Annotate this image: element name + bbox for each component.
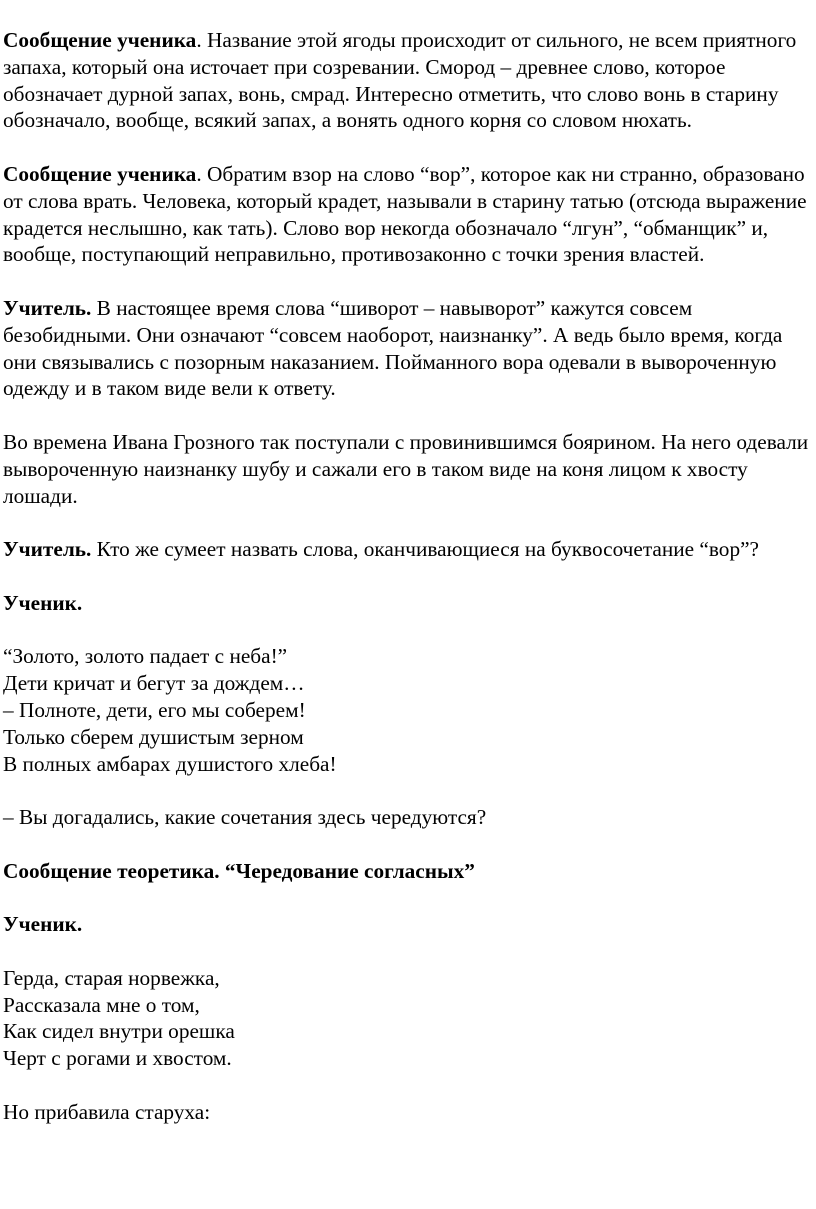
poem-line: Рассказала мне о том, bbox=[3, 992, 200, 1017]
paragraph-student-message-2 bbox=[3, 161, 813, 268]
theorist-heading: Сообщение теоретика. “Чередование согласных” bbox=[3, 858, 475, 883]
speaker-label: Учитель. bbox=[3, 537, 92, 562]
poem-line: “Золото, золото падает с неба!” bbox=[3, 644, 288, 669]
paragraph-text: Во времена Ивана Грозного так поступали с провинившимся боярином. На него одевали вывороченную наизнанку шубу и сажали его в таком виде на коня лицом к хвосту лошади. bbox=[3, 429, 809, 508]
poem-golden-rain bbox=[3, 643, 813, 777]
paragraph-question: – Вы догадались, какие сочетания здесь чередуются? bbox=[3, 805, 487, 830]
poem-line: Как сидел внутри орешка bbox=[3, 1019, 235, 1044]
paragraph-text: В настоящее время слова “шиворот – навыворот” кажутся совсем безобидными. Они означают “совсем наоборот, наизнанку”. А ведь было время, когда они связывались с позорным наказанием. Пойманного вора одевали в вывороченную одежду и в таком виде вели к ответу. bbox=[3, 295, 783, 401]
paragraph-teacher-2 bbox=[3, 536, 813, 563]
poem-line: Дети кричат и бегут за дождем… bbox=[3, 671, 305, 696]
speaker-label: Сообщение ученика bbox=[3, 28, 197, 52]
paragraph-student-message-1 bbox=[3, 27, 813, 134]
poem-line: – Полноте, дети, его мы соберем! bbox=[3, 697, 306, 722]
speaker-label: Учитель. bbox=[3, 295, 92, 320]
document-page bbox=[3, 27, 813, 1152]
paragraph-ivan-grozny bbox=[3, 429, 813, 509]
paragraph-theorist-heading bbox=[3, 858, 813, 885]
poem-line: В полных амбарах душистого хлеба! bbox=[3, 751, 337, 776]
paragraph-last-line: Но прибавила старуха: bbox=[3, 1099, 211, 1124]
poem-line: Черт с рогами и хвостом. bbox=[3, 1046, 232, 1071]
poem-gerda bbox=[3, 965, 813, 1072]
speaker-label: Ученик. bbox=[3, 912, 83, 937]
speaker-label: Сообщение ученика bbox=[3, 161, 197, 186]
paragraph-student-label-1 bbox=[3, 590, 813, 617]
paragraph-text: . Обратим взор на слово “вор”, которое как ни странно, образовано от слова врать. Человека, который крадет, называли в старину татью (отсюда выражение крадется неслышно, как тать). Слово вор некогда обозначало “лгун”, “обманщик” и, вообще, поступающий неправильно, противозаконно с точки зрения властей. bbox=[3, 161, 807, 267]
paragraph-teacher-1 bbox=[3, 295, 813, 402]
paragraph-student-label-2 bbox=[3, 911, 813, 938]
paragraph-text: . Название этой ягоды происходит от сильного, не всем приятного запаха, который она источает при созревании. Смород – древнее слово, которое обозначает дурной запах, вонь, смрад. Интересно отметить, что слово вонь в старину обозначало, вообще, всякий запах, а вонять одного корня со словом нюхать. bbox=[3, 28, 797, 133]
paragraph-text: Кто же сумеет назвать слова, оканчивающиеся на буквосочетание “вор”? bbox=[91, 537, 759, 562]
speaker-label: Ученик. bbox=[3, 590, 83, 615]
poem-line: Только сберем душистым зерном bbox=[3, 724, 304, 749]
poem-line: Герда, старая норвежка, bbox=[3, 965, 220, 990]
